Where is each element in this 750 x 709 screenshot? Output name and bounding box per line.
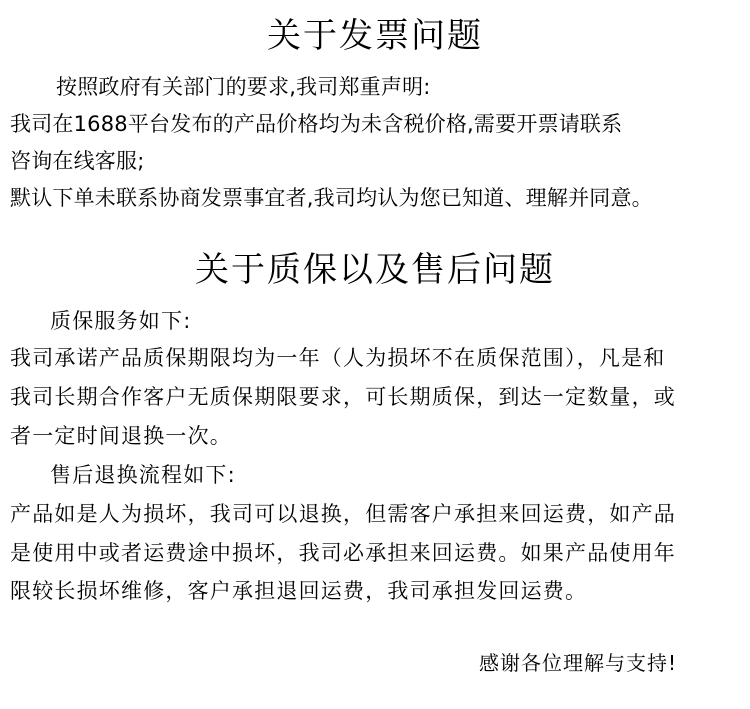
invoice-paragraph-line: 默认下单未联系协商发票事宜者,我司均认为您已知道、理解并同意。 (10, 186, 653, 210)
invoice-paragraph-line: 按照政府有关部门的要求,我司郑重声明: (56, 75, 431, 99)
warranty-section-title: 关于质保以及售后问题 (195, 250, 555, 290)
after-sales-paragraph-line: 是使用中或者运费途中损坏，我司必承担来回运费。如果产品使用年 (10, 541, 676, 565)
after-sales-paragraph-line: 产品如是人为损坏，我司可以退换，但需客户承担来回运费，如产品 (10, 502, 676, 526)
warranty-paragraph-line: 我司长期合作客户无质保期限要求，可长期质保，到达一定数量，或 (10, 385, 676, 409)
warranty-paragraph-line: 者一定时间退换一次。 (10, 424, 232, 448)
after-sales-paragraph-line: 限较长损坏维修，客户承担退回运费，我司承担发回运费。 (10, 579, 588, 603)
warranty-subheading: 质保服务如下: (50, 309, 192, 333)
closing-thanks: 感谢各位理解与支持! (479, 651, 678, 675)
invoice-paragraph-line: 咨询在线客服; (10, 149, 145, 173)
invoice-paragraph-line: 我司在1688平台发布的产品价格均为未含税价格,需要开票请联系 (10, 112, 623, 136)
warranty-paragraph-line: 我司承诺产品质保期限均为一年（人为损坏不在质保范围），凡是和 (10, 346, 666, 370)
invoice-section-title: 关于发票问题 (267, 16, 483, 56)
after-sales-subheading: 售后退换流程如下: (50, 463, 236, 487)
